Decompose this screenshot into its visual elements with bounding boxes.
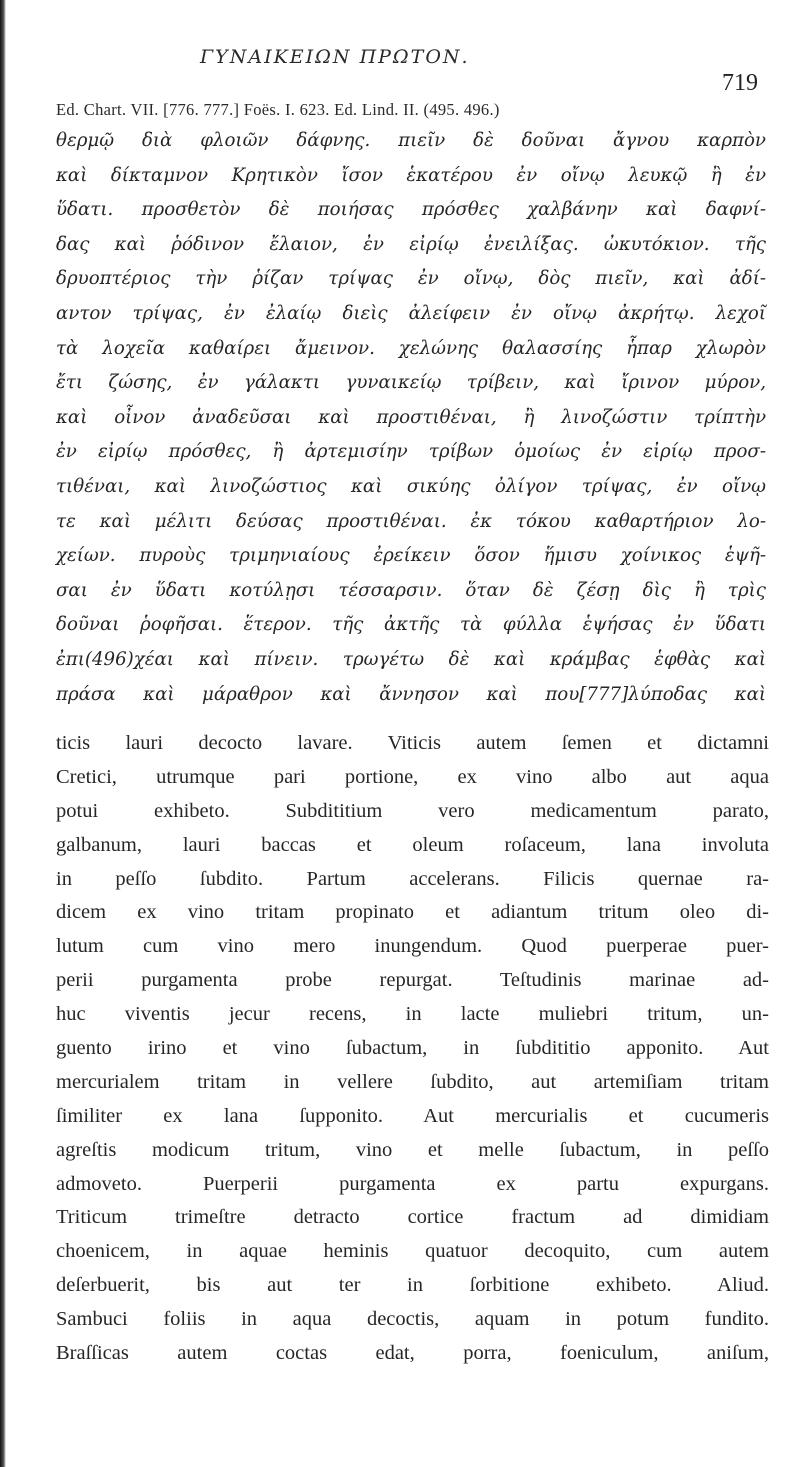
page-edge-shadow: [0, 0, 6, 1467]
greek-line: τε καὶ μέλιτι δεύσας προστιθέναι. ἐκ τόκου καθαρτήριον λο-: [56, 510, 766, 532]
latin-line: in peſſo ſubdito. Partum accelerans. Filicis quernae ra-: [56, 867, 769, 890]
latin-line: lutum cum vino mero inungendum. Quod puerperae puer-: [56, 935, 769, 958]
latin-line: galbanum, lauri baccas et oleum roſaceum, lana involuta: [56, 833, 769, 856]
greek-line: δρυοπτέριος τὴν ῥίζαν τρίψας ἐν οἴνῳ, δὸς πιεῖν, καὶ ἀδί-: [56, 268, 766, 290]
greek-line: πράσα καὶ μάραθρον καὶ ἄννησον καὶ που[777]λύποδας καὶ: [56, 683, 766, 705]
latin-line: Cretici, utrumque pari portione, ex vino albo aut aqua: [56, 765, 769, 788]
latin-line: dicem ex vino tritam propinato et adiantum tritum oleo di-: [56, 901, 769, 924]
greek-line: θερμῷ διὰ φλοιῶν δάφνης. πιεῖν δὲ δοῦναι ἄγνου καρπὸν: [56, 130, 766, 151]
latin-line: Braſſicas autem coctas edat, porra, foeniculum, aniſum,: [56, 1342, 769, 1365]
latin-line: mercurialem tritam in vellere ſubdito, aut artemiſiam tritam: [56, 1070, 769, 1093]
latin-line: ſimiliter ex lana ſupponito. Aut mercurialis et cucumeris: [56, 1104, 769, 1127]
greek-line: καὶ οἶνον ἀναδεῦσαι καὶ προστιθέναι, ἢ λινοζώστιν τρίπτὴν: [56, 406, 766, 428]
latin-line: huc viventis jecur recens, in lacte muliebri tritum, un-: [56, 1003, 769, 1026]
latin-line: ticis lauri decocto lavare. Viticis autem ſemen et dictamni: [56, 732, 769, 754]
greek-line: ἐν εἰρίῳ πρόσθες, ἢ ἀρτεμισίην τρίβων ὁμοίως ἐν εἰρίῳ προσ-: [56, 441, 766, 463]
greek-line: αντον τρίψας, ἐν ἐλαίῳ διεὶς ἀλείφειν ἐν οἴνῳ ἀκρήτῳ. λεχοῖ: [56, 302, 766, 324]
greek-line: δοῦναι ῥοφῆσαι. ἕτερον. τῆς ἀκτῆς τὰ φύλλα ἑψήσας ἐν ὕδατι: [56, 614, 766, 636]
greek-text-block: [56, 124, 766, 712]
greek-line: τιθέναι, καὶ λινοζώστιος καὶ σικύης ὀλίγον τρίψας, ἐν οἴνῳ: [56, 475, 766, 497]
page-number: 719: [722, 70, 758, 96]
latin-line: Sambuci foliis in aqua decoctis, aquam in potum fundito.: [56, 1308, 769, 1331]
greek-line: καὶ δίκταμνον Κρητικὸν ἴσον ἑκατέρου ἐν οἴνῳ λευκῷ ἢ ἐν: [56, 164, 766, 186]
greek-line: ὕδατι. προσθετὸν δὲ ποιήσας πρόσθες χαλβάνην καὶ δαφνί-: [56, 199, 766, 221]
greek-line: τὰ λοχεῖα καθαίρει ἄμεινον. χελώνης θαλασσίης ἧπαρ χλωρὸν: [56, 337, 766, 359]
greek-line: ἐπι(496)χέαι καὶ πίνειν. τρωγέτω δὲ καὶ κράμβας ἑφθὰς καὶ: [56, 648, 766, 670]
greek-line: ἔτι ζώσης, ἐν γάλακτι γυναικείῳ τρίβειν, καὶ ἴρινον μύρον,: [56, 372, 766, 394]
greek-line: σαι ἐν ὕδατι κοτύλῃσι τέσσαρσιν. ὅταν δὲ ζέσῃ δὶς ἢ τρὶς: [56, 579, 766, 601]
latin-line: perii purgamenta probe repurgat. Teſtudinis marinae ad-: [56, 969, 769, 992]
running-head: ΓΥΝΑΙΚΕΙΩΝ ΠΡΩΤΟΝ.: [200, 46, 470, 68]
latin-line: agreſtis modicum tritum, vino et melle ſubactum, in peſſo: [56, 1138, 769, 1161]
edition-reference: Ed. Chart. VII. [776. 777.] Foës. I. 623. Ed. Lind. II. (495. 496.): [56, 100, 500, 119]
latin-text-block: [56, 727, 769, 1371]
greek-line: δας καὶ ῥόδινον ἔλαιον, ἐν εἰρίῳ ἐνειλίξας. ὠκυτόκιον. τῆς: [56, 233, 766, 255]
latin-line: admoveto. Puerperii purgamenta ex partu expurgans.: [56, 1172, 769, 1195]
latin-line: Triticum trimeſtre detracto cortice fractum ad dimidiam: [56, 1206, 769, 1229]
greek-line: χείων. πυροὺς τριμηνιαίους ἐρείκειν ὅσον ἥμισυ χοίνικος ἑψῆ-: [56, 545, 766, 567]
latin-line: guento irino et vino ſubactum, in ſubdititio apponito. Aut: [56, 1037, 769, 1060]
latin-line: choenicem, in aquae heminis quatuor decoquito, cum autem: [56, 1240, 769, 1263]
latin-line: deſerbuerit, bis aut ter in ſorbitione exhibeto. Aliud.: [56, 1274, 769, 1297]
latin-line: potui exhibeto. Subdititium vero medicamentum parato,: [56, 799, 769, 822]
